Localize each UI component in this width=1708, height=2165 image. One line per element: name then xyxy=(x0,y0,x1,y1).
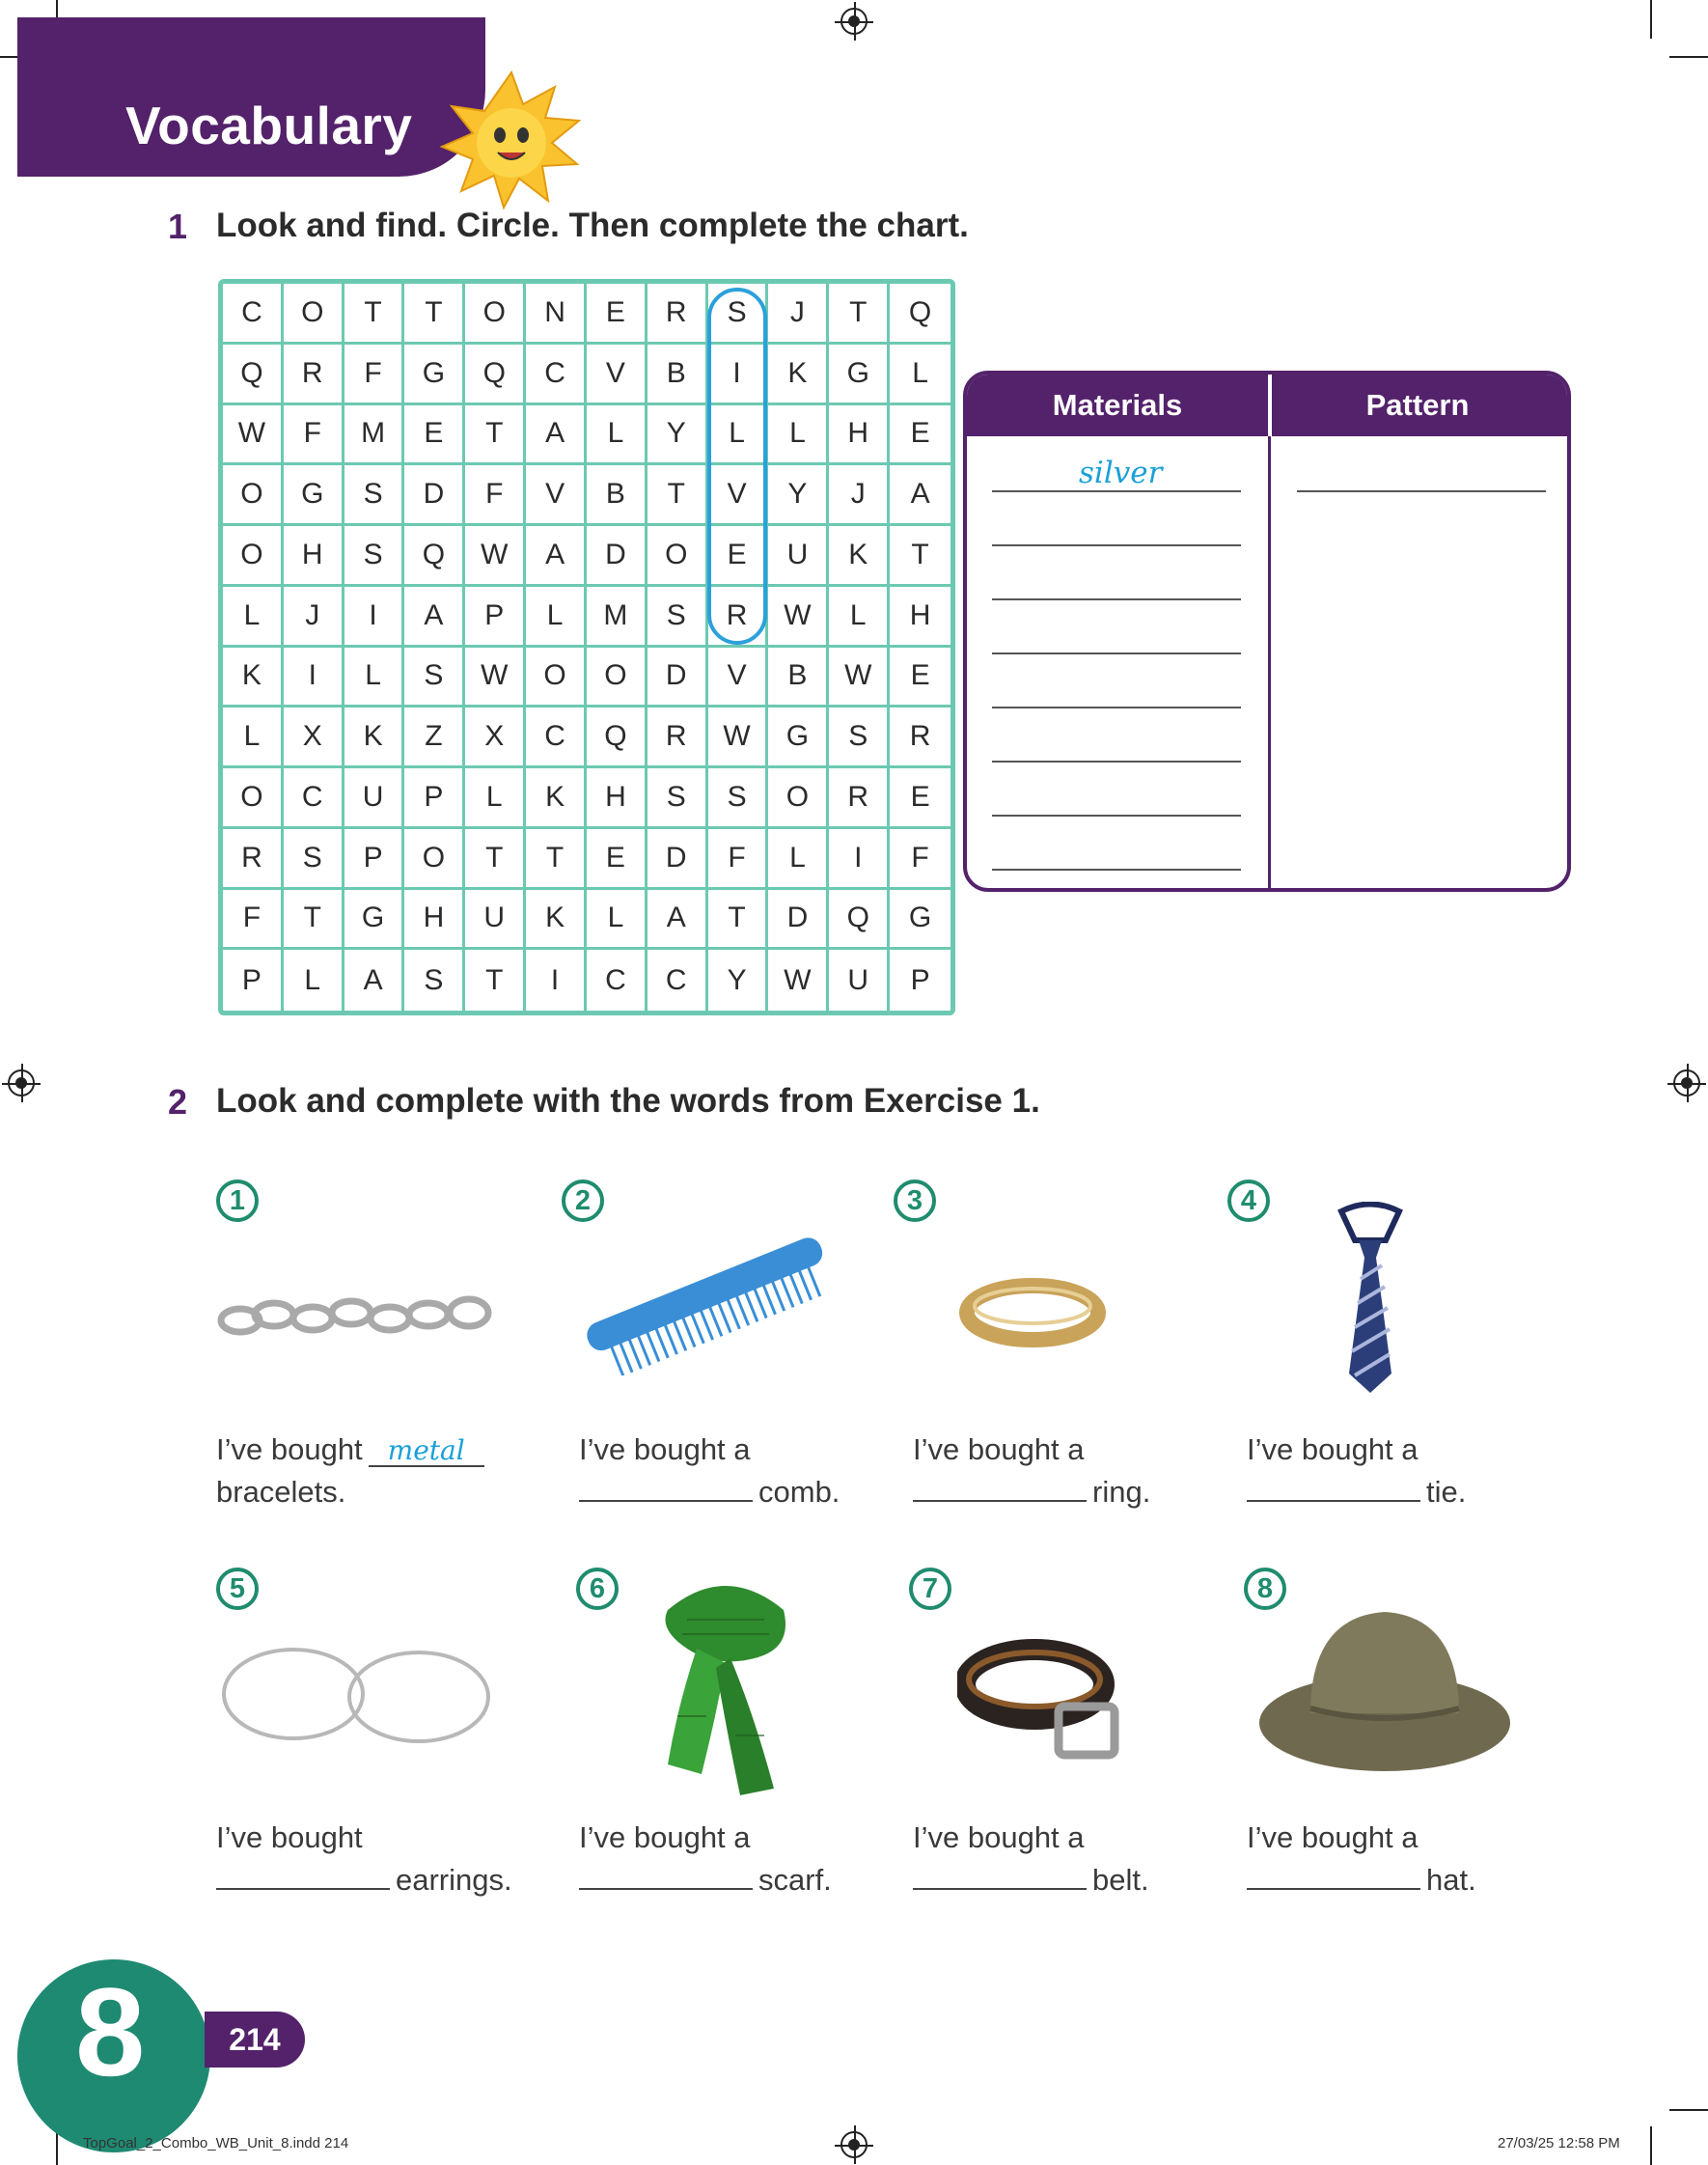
grid-cell[interactable]: R xyxy=(708,587,769,648)
grid-cell[interactable]: U xyxy=(768,526,829,587)
grid-cell[interactable]: Y xyxy=(647,405,708,466)
grid-cell[interactable]: T xyxy=(465,829,526,890)
sentence-text: earrings. xyxy=(396,1863,512,1897)
chart-divider xyxy=(1268,436,1271,892)
sentence-text: I’ve bought a xyxy=(579,1820,751,1854)
grid-cell[interactable]: A xyxy=(526,405,587,466)
grid-cell[interactable]: V xyxy=(526,465,587,526)
grid-cell[interactable]: X xyxy=(284,708,344,768)
materials-answer-line[interactable] xyxy=(992,815,1241,817)
grid-cell[interactable]: P xyxy=(910,963,930,996)
grid-cell[interactable]: O xyxy=(465,284,526,345)
sentence-text: I’ve bought xyxy=(216,1432,363,1466)
grid-cell[interactable]: V xyxy=(708,648,769,708)
materials-answer-line[interactable] xyxy=(992,761,1241,763)
earrings-image xyxy=(216,1641,496,1747)
sentence-text: hat. xyxy=(1426,1863,1476,1897)
grid-cell[interactable]: Q xyxy=(890,284,950,345)
file-info: TopGoal_2_Combo_WB_Unit_8.indd 214 xyxy=(83,2135,349,2151)
crop-mark xyxy=(1650,0,1652,39)
grid-cell[interactable]: Q xyxy=(465,345,526,405)
item-number-badge: 2 xyxy=(562,1180,604,1222)
grid-cell[interactable]: B xyxy=(768,648,829,708)
grid-cell[interactable]: E xyxy=(890,648,950,708)
grid-cell[interactable]: Q xyxy=(223,345,284,405)
grid-cell[interactable]: F xyxy=(708,829,769,890)
crop-mark xyxy=(1669,56,1708,58)
grid-cell[interactable]: D xyxy=(404,465,465,526)
sentence-text: I’ve bought a xyxy=(1247,1432,1419,1466)
grid-cell[interactable]: L xyxy=(890,345,950,405)
sentence-text: bracelets. xyxy=(216,1475,346,1509)
sentence-text: I’ve bought a xyxy=(913,1432,1085,1466)
chart-divider xyxy=(1268,375,1272,436)
grid-cell[interactable]: B xyxy=(647,345,708,405)
grid-cell[interactable]: T xyxy=(890,526,950,587)
pattern-answer-line[interactable] xyxy=(1297,490,1546,492)
materials-answer-line[interactable] xyxy=(992,490,1241,492)
grid-cell[interactable]: R xyxy=(829,768,890,829)
hat-image xyxy=(1253,1597,1517,1781)
grid-cell[interactable]: I xyxy=(708,345,769,405)
grid-cell[interactable]: S xyxy=(344,465,405,526)
grid-cell[interactable]: T xyxy=(526,829,587,890)
grid-cell[interactable]: P xyxy=(404,768,465,829)
sentence-1 xyxy=(216,1429,484,1513)
grid-cell[interactable]: L xyxy=(708,405,769,466)
grid-cell[interactable]: G xyxy=(284,465,344,526)
grid-cell[interactable]: Y xyxy=(768,465,829,526)
grid-cell[interactable]: V xyxy=(587,345,647,405)
sentence-text: I’ve bought xyxy=(216,1820,363,1854)
grid-cell[interactable]: O xyxy=(526,648,587,708)
grid-cell[interactable]: R xyxy=(284,345,344,405)
grid-cell[interactable]: T xyxy=(708,890,769,951)
materials-answer-line[interactable] xyxy=(992,544,1241,546)
grid-cell[interactable]: R xyxy=(647,708,708,768)
grid-cell[interactable]: D xyxy=(587,526,647,587)
grid-cell[interactable]: J xyxy=(768,284,829,345)
grid-cell[interactable]: W xyxy=(465,648,526,708)
grid-cell[interactable]: C xyxy=(284,768,344,829)
sentence-5 xyxy=(216,1817,512,1901)
crop-mark xyxy=(1669,2109,1708,2111)
grid-cell[interactable]: G xyxy=(829,345,890,405)
answer-blank[interactable] xyxy=(579,1471,753,1502)
grid-cell[interactable]: A xyxy=(890,465,950,526)
grid-cell[interactable]: L xyxy=(223,587,284,648)
grid-cell[interactable]: E xyxy=(587,284,647,345)
chart-header-materials: Materials xyxy=(1052,388,1183,422)
answer-blank[interactable] xyxy=(913,1471,1087,1502)
grid-cell[interactable]: O xyxy=(223,526,284,587)
grid-cell[interactable]: L xyxy=(223,708,284,768)
belt-image xyxy=(957,1631,1131,1766)
grid-cell[interactable]: E xyxy=(708,526,769,587)
grid-cell[interactable]: T xyxy=(465,950,526,1011)
grid-cell[interactable]: O xyxy=(768,768,829,829)
sentence-text: I’ve bought a xyxy=(1247,1820,1419,1854)
grid-cell[interactable]: I xyxy=(829,829,890,890)
grid-cell[interactable]: E xyxy=(890,405,950,466)
grid-cell[interactable]: I xyxy=(284,648,344,708)
chart-header-pattern: Pattern xyxy=(1365,388,1470,422)
sentence-text: I’ve bought a xyxy=(913,1820,1085,1854)
sentence-text: belt. xyxy=(1092,1863,1149,1897)
grid-cell[interactable]: L xyxy=(587,405,647,466)
sentence-text: tie. xyxy=(1426,1475,1467,1509)
grid-cell[interactable]: F xyxy=(465,465,526,526)
grid-cell[interactable]: O xyxy=(223,768,284,829)
grid-cell[interactable]: H xyxy=(284,526,344,587)
grid-cell[interactable]: T xyxy=(344,284,405,345)
tie-image xyxy=(1332,1202,1409,1395)
item-number-badge: 5 xyxy=(216,1568,259,1610)
exercise-instruction: Look and find. Circle. Then complete the chart. xyxy=(216,207,969,244)
grid-cell[interactable]: F xyxy=(344,345,405,405)
grid-cell[interactable]: K xyxy=(344,708,405,768)
grid-cell[interactable]: C xyxy=(647,950,708,1011)
grid-cell[interactable]: R xyxy=(890,708,950,768)
answer-blank[interactable] xyxy=(579,1859,753,1890)
grid-cell[interactable]: K xyxy=(768,345,829,405)
registration-mark xyxy=(1673,1069,1700,1096)
grid-cell[interactable]: H xyxy=(404,890,465,951)
grid-cell[interactable]: F xyxy=(890,829,950,890)
grid-cell[interactable]: C xyxy=(526,708,587,768)
materials-answer-line[interactable] xyxy=(992,652,1241,654)
grid-cell[interactable]: D xyxy=(768,890,829,951)
grid-cell[interactable]: J xyxy=(284,587,344,648)
sentence-text: ring. xyxy=(1092,1475,1151,1509)
grid-cell[interactable]: K xyxy=(223,648,284,708)
grid-cell[interactable]: O xyxy=(404,829,465,890)
item-number-badge: 6 xyxy=(576,1568,619,1610)
sun-mascot-icon xyxy=(434,68,589,212)
grid-cell[interactable]: I xyxy=(526,950,587,1011)
grid-cell[interactable]: G xyxy=(344,890,405,951)
grid-cell[interactable]: S xyxy=(829,708,890,768)
sentence-3 xyxy=(913,1429,1150,1513)
item-number-badge: 4 xyxy=(1227,1180,1270,1222)
exercise-number: 1 xyxy=(168,207,188,246)
item-number-badge: 3 xyxy=(894,1180,936,1222)
grid-cell[interactable]: O xyxy=(587,648,647,708)
grid-cell[interactable]: V xyxy=(708,465,769,526)
sentence-2 xyxy=(579,1429,840,1513)
grid-cell[interactable]: O xyxy=(647,526,708,587)
grid-cell[interactable]: W xyxy=(768,950,829,1011)
grid-cell[interactable]: F xyxy=(284,405,344,466)
grid-cell[interactable]: S xyxy=(404,950,465,1011)
grid-cell[interactable]: G xyxy=(768,708,829,768)
grid-cell[interactable]: H xyxy=(890,587,950,648)
grid-cell[interactable]: W xyxy=(465,526,526,587)
grid-cell[interactable]: Z xyxy=(404,708,465,768)
grid-cell[interactable]: H xyxy=(587,768,647,829)
comb-image xyxy=(573,1231,843,1375)
grid-cell[interactable]: S xyxy=(284,829,344,890)
grid-cell[interactable]: S xyxy=(647,768,708,829)
grid-cell[interactable]: L xyxy=(284,950,344,1011)
sentence-text: scarf. xyxy=(758,1863,832,1897)
registration-mark xyxy=(8,1069,35,1096)
registration-mark xyxy=(840,2131,868,2158)
grid-cell[interactable]: W xyxy=(768,587,829,648)
grid-cell[interactable]: G xyxy=(890,890,950,951)
grid-cell[interactable]: I xyxy=(344,587,405,648)
grid-cell[interactable]: U xyxy=(829,950,890,1011)
sentence-7 xyxy=(913,1817,1149,1901)
materials-answer-line[interactable] xyxy=(992,869,1241,871)
grid-cell[interactable]: W xyxy=(708,708,769,768)
grid-cell[interactable]: S xyxy=(404,648,465,708)
materials-answer-line[interactable] xyxy=(992,707,1241,708)
exercise-number: 2 xyxy=(168,1082,188,1122)
grid-cell[interactable]: W xyxy=(829,648,890,708)
grid-cell[interactable]: K xyxy=(526,768,587,829)
grid-cell[interactable]: L xyxy=(587,890,647,951)
registration-mark xyxy=(840,8,868,35)
grid-cell[interactable]: D xyxy=(647,829,708,890)
grid-cell[interactable]: C xyxy=(587,950,647,1011)
grid-cell[interactable]: E xyxy=(890,768,950,829)
unit-number: 8 xyxy=(75,1961,146,2102)
answer-blank[interactable] xyxy=(1247,1859,1420,1890)
bracelet-image xyxy=(216,1284,506,1342)
grid-cell[interactable]: E xyxy=(404,405,465,466)
item-number-badge: 1 xyxy=(216,1180,259,1222)
grid-cell[interactable]: N xyxy=(526,284,587,345)
answer-blank[interactable] xyxy=(216,1859,390,1890)
grid-cell[interactable]: L xyxy=(465,768,526,829)
grid-cell[interactable]: U xyxy=(465,890,526,951)
grid-cell[interactable]: S xyxy=(708,768,769,829)
grid-cell[interactable]: P xyxy=(223,950,284,1011)
grid-cell[interactable]: P xyxy=(465,587,526,648)
grid-cell[interactable]: S xyxy=(708,284,769,345)
grid-cell[interactable]: K xyxy=(829,526,890,587)
page-number: 214 xyxy=(205,2012,305,2068)
grid-cell[interactable]: L xyxy=(768,405,829,466)
grid-cell[interactable]: P xyxy=(344,829,405,890)
grid-cell[interactable]: R xyxy=(223,829,284,890)
page-title: Vocabulary xyxy=(125,96,413,155)
grid-cell[interactable]: L xyxy=(829,587,890,648)
materials-answer-line[interactable] xyxy=(992,598,1241,600)
grid-cell[interactable]: T xyxy=(647,465,708,526)
print-datetime: 27/03/25 12:58 PM xyxy=(1498,2135,1620,2151)
chart-answer-example: silver xyxy=(1079,456,1163,490)
answer-blank[interactable] xyxy=(913,1859,1087,1890)
sentence-6 xyxy=(579,1817,832,1901)
exercise-instruction: Look and complete with the words from Exercise 1. xyxy=(216,1082,1040,1120)
scarf-image xyxy=(648,1571,803,1803)
sentence-4 xyxy=(1247,1429,1466,1513)
chart-header xyxy=(967,375,1567,436)
grid-cell[interactable]: O xyxy=(223,465,284,526)
grid-cell[interactable]: T xyxy=(829,284,890,345)
grid-cell[interactable]: C xyxy=(223,284,284,345)
grid-cell[interactable]: G xyxy=(404,345,465,405)
circled-word-silver xyxy=(707,288,767,645)
grid-cell[interactable]: T xyxy=(465,405,526,466)
sentence-text: I’ve bought a xyxy=(579,1432,751,1466)
grid-cell[interactable]: C xyxy=(526,345,587,405)
item-number-badge: 7 xyxy=(909,1568,951,1610)
answer-blank[interactable] xyxy=(1247,1471,1420,1502)
grid-cell[interactable]: A xyxy=(404,587,465,648)
grid-cell[interactable]: T xyxy=(284,890,344,951)
grid-cell[interactable]: B xyxy=(587,465,647,526)
grid-cell[interactable]: A xyxy=(344,950,405,1011)
grid-cell[interactable]: L xyxy=(526,587,587,648)
grid-cell[interactable]: T xyxy=(404,284,465,345)
grid-cell[interactable]: K xyxy=(526,890,587,951)
grid-cell[interactable]: X xyxy=(465,708,526,768)
grid-cell[interactable]: Q xyxy=(587,708,647,768)
crop-mark xyxy=(1650,2126,1652,2165)
grid-cell[interactable]: A xyxy=(647,890,708,951)
grid-cell[interactable]: R xyxy=(647,284,708,345)
grid-cell[interactable]: Q xyxy=(829,890,890,951)
grid-cell[interactable]: O xyxy=(284,284,344,345)
answer-blank[interactable]: metal xyxy=(369,1436,484,1467)
grid-cell[interactable]: Y xyxy=(708,950,769,1011)
grid-cell[interactable]: M xyxy=(344,405,405,466)
word-search-grid[interactable] xyxy=(218,279,955,1015)
grid-cell[interactable]: L xyxy=(768,829,829,890)
grid-cell[interactable]: F xyxy=(223,890,284,951)
grid-cell[interactable]: L xyxy=(344,648,405,708)
grid-cell[interactable]: H xyxy=(829,405,890,466)
sentence-8 xyxy=(1247,1817,1476,1901)
chart-table xyxy=(963,371,1571,892)
grid-cell[interactable]: S xyxy=(647,587,708,648)
grid-cell[interactable]: W xyxy=(223,405,284,466)
grid-cell[interactable]: M xyxy=(587,587,647,648)
grid-cell[interactable]: E xyxy=(587,829,647,890)
grid-cell[interactable]: J xyxy=(829,465,890,526)
sentence-text: comb. xyxy=(758,1475,840,1509)
grid-cell[interactable]: D xyxy=(647,648,708,708)
grid-cell[interactable]: A xyxy=(526,526,587,587)
grid-cell[interactable]: Q xyxy=(404,526,465,587)
ring-image xyxy=(955,1269,1110,1356)
grid-cell[interactable]: S xyxy=(344,526,405,587)
grid-cell[interactable]: U xyxy=(344,768,405,829)
item-number-badge: 8 xyxy=(1244,1568,1286,1610)
